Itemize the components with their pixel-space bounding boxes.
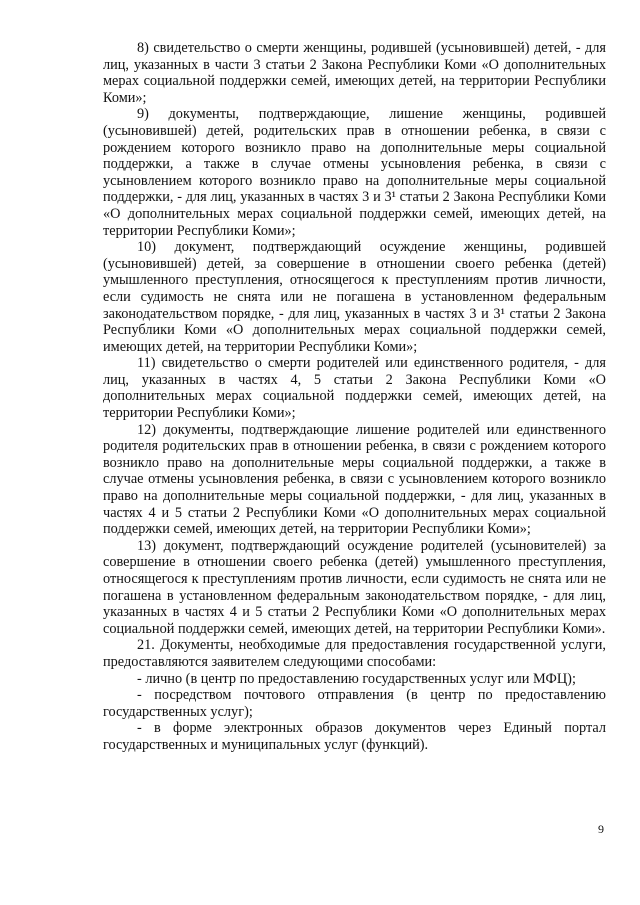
- list-item-by-mail: - посредством почтового отправления (в центр по предоставлению государственных услуг);: [103, 687, 606, 720]
- paragraph-item-9: 9) документы, подтверждающие, лишение женщины, родившей (усыновившей) детей, родительских прав в отношении ребенка, в связи с рождением которого возникло право на дополнительные меры социальной поддержки, а также в случае отмены усыновления ребенка, в связи с усыновлением которого возникло право на дополнительные меры социальной поддержки, - для лиц, указанных в частях 3 и 3¹ статьи 2 Закона Республики Коми «О дополнительных мерах социальной поддержки семей, имеющих детей, на территории Республики Коми»;: [103, 106, 606, 239]
- page-body: [103, 40, 606, 754]
- paragraph-item-10: 10) документ, подтверждающий осуждение женщины, родившей (усыновившей) детей, за совершение в отношении своего ребенка (детей) умышленного преступления, относящегося к преступлениям против личности, если судимость не снята или не погашена в установленном федеральным законодательством порядке, - для лиц, указанных в частях 3 и 3¹ статьи 2 Закона Республики Коми «О дополнительных мерах социальной поддержки семей, имеющих детей, на территории Республики Коми»;: [103, 239, 606, 355]
- paragraph-item-12: 12) документы, подтверждающие лишение родителей или единственного родителя родительских прав в отношении ребенка, в связи с рождением которого возникло право на дополнительные меры социальной поддержки, а также в случае отмены усыновления ребенка, в связи с усыновлением которого возникло право на дополнительные меры социальной поддержки, - для лиц, указанных в частях 4 и 5 статьи 2 Республики Коми «О дополнительных мерах социальной поддержки семей, имеющих детей, на территории Республики Коми»;: [103, 421, 606, 538]
- paragraph-clause-21: 21. Документы, необходимые для предоставления государственной услуги, предоставляются заявителем следующими способами:: [103, 637, 606, 670]
- page-number: 9: [598, 822, 604, 836]
- paragraph-item-13: 13) документ, подтверждающий осуждение родителей (усыновителей) за совершение в отношении своего ребенка (детей) умышленного преступления, относящегося к преступлениям против личности, если судимость не снята или не погашена в установленном федеральным законодательством порядке, - для лиц, указанных в частях 4 и 5 статьи 2 Республики Коми «О дополнительных мерах социальной поддержки семей, имеющих детей, на территории Республики Коми».: [103, 537, 606, 637]
- list-item-electronic: - в форме электронных образов документов через Единый портал государственных и муниципальных услуг (функций).: [103, 720, 606, 753]
- paragraph-item-8: 8) свидетельство о смерти женщины, родившей (усыновившей) детей, - для лиц, указанных в части 3 статьи 2 Закона Республики Коми «О дополнительных мерах социальной поддержки семей, имеющих детей, на территории Республики Коми»;: [103, 40, 606, 106]
- paragraph-item-11: 11) свидетельство о смерти родителей или единственного родителя, - для лиц, указанных в частях 4, 5 статьи 2 Закона Республики Коми «О дополнительных мерах социальной поддержки семей, имеющих детей, на территории Республики Коми»;: [103, 355, 606, 422]
- list-item-in-person: - лично (в центр по предоставлению государственных услуг или МФЦ);: [137, 670, 576, 687]
